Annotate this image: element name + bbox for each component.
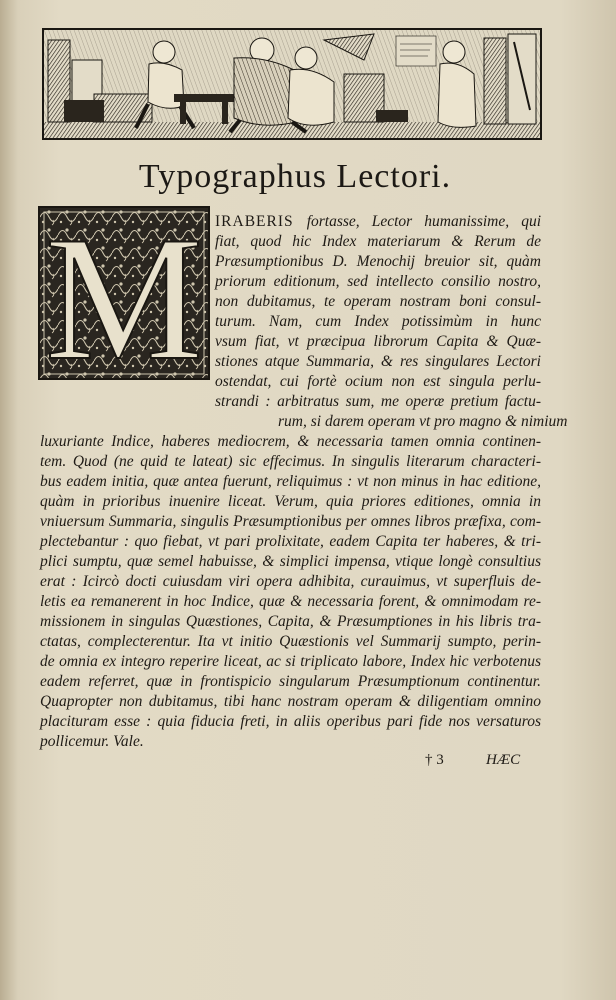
text-line: pollicemur. Vale. bbox=[40, 733, 144, 750]
text-line: Præsumptionibus D. Menochij breuior sit, quàm bbox=[215, 253, 541, 270]
text-line: IRABERIS fortasse, Lector humanissime, qui bbox=[215, 213, 541, 230]
text-line: luxuriante Indice, haberes mediocrem, & necessaria tamen omnia continen- bbox=[40, 433, 541, 450]
text-line: non dubitamus, te operam nostram boni consul- bbox=[215, 293, 541, 310]
text-line: eadem referret, quæ in frontispicio singularum Præsumptionum continentur. bbox=[40, 673, 541, 690]
text-line: rum, si darem operam vt pro magno & nimium bbox=[278, 413, 568, 430]
text-line: vniuersum Summaria, singulis Præsumptionibus per omnes libros præfixa, com- bbox=[40, 513, 541, 530]
text-line: placituram esse : quia fiducia freti, in aliis operibus pari fide nos versaturos bbox=[40, 713, 541, 730]
text-line: plici sumptu, quæ semel habuisse, & simplici impensa, vtique longè consultius bbox=[40, 553, 541, 570]
ornamental-initial-icon bbox=[40, 208, 208, 378]
text-line: stiones atque Summaria, & res singulares Lectori bbox=[215, 353, 541, 370]
putti-engraving-icon bbox=[44, 30, 540, 138]
text-line: fiat, quod hic Index materiarum & Rerum de bbox=[215, 233, 541, 250]
catchword: HÆC bbox=[486, 752, 521, 768]
signature-mark: † 3 bbox=[425, 752, 444, 768]
text-line: ctatas, complecterentur. Ita vt initio Quæstionis vel Summarij sumpto, perin- bbox=[40, 633, 541, 650]
page-title: Typographus Lectori. bbox=[138, 158, 452, 195]
text-line: tem. Quod (ne quid te lateat) sic effecimus. In singulis literarum characteri- bbox=[40, 453, 541, 470]
text-line: plectebantur : quo fiebat, vt pari prolixitate, eadem Capita ter haberes, & tri- bbox=[40, 533, 541, 550]
text-line: letis ea remanerent in hoc Indice, quæ & necessaria forent, & omnimodam re- bbox=[40, 593, 541, 610]
text-line: priorum editionum, sed intellecto consilio nostro, bbox=[215, 273, 541, 290]
decorated-initial-letter bbox=[38, 206, 210, 380]
initial-letter-glyph: M bbox=[44, 208, 204, 378]
text-line: turum. Nam, cum Index potissimùm in hunc bbox=[215, 313, 541, 330]
text-line: missionem in singulas Quæstiones, Capita, & Præsumptiones in his libris tra- bbox=[40, 613, 541, 630]
text-line: bus eadem initia, quæ antea fuerunt, reliquimus : vt non minus in hac editione, bbox=[40, 473, 541, 490]
woodcut-headpiece bbox=[42, 28, 542, 140]
text-line: vsum fiat, vt præcipua librorum Capita & Quæ- bbox=[215, 333, 541, 350]
text-line: erat : Icircò docti cuiusdam viri opera adhibita, curauimus, vt superfluis de- bbox=[40, 573, 541, 590]
text-line: strandi : arbitratus sum, me operæ pretium factu- bbox=[215, 393, 541, 410]
text-line: quàm in prioribus inuenire liceat. Verum, quia priores editiones, omnia in bbox=[40, 493, 541, 510]
text-line: ostendat, cui fortè ocium non est singula perlu- bbox=[215, 373, 541, 390]
text-line: de omnia ex integro reperire liceat, ac si triplicato labore, Index hic verbotenus bbox=[40, 653, 541, 670]
text-line: Quapropter non dubitamus, tibi hanc nostram operam & diligentiam omnino bbox=[40, 693, 541, 710]
